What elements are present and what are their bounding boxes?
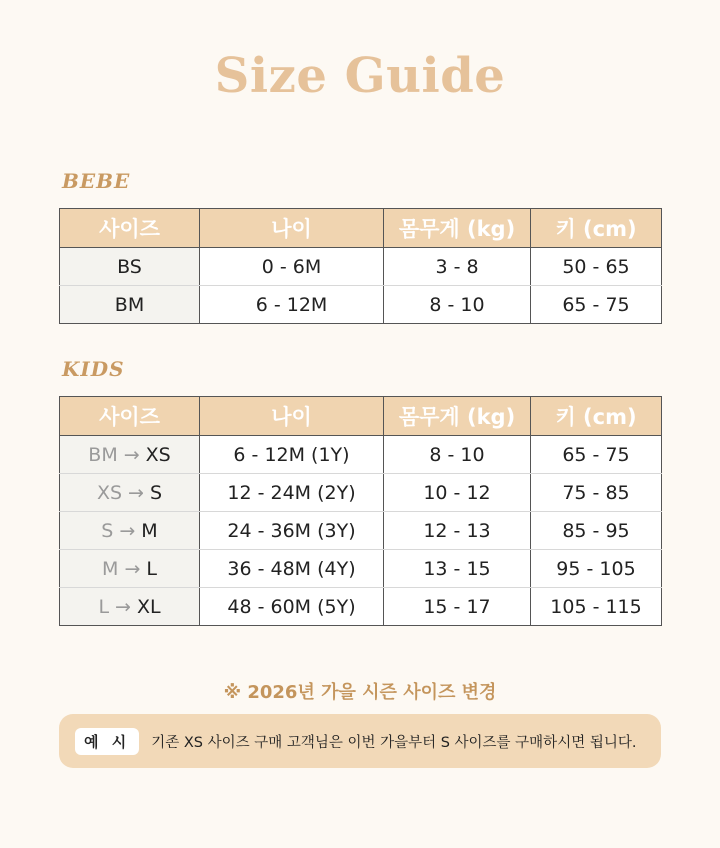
weight-cell: 12 - 13 <box>384 512 531 550</box>
new-size: S <box>149 481 163 504</box>
arrow-right-icon: → <box>119 519 136 542</box>
height-cell: 95 - 105 <box>531 550 662 588</box>
age-cell: 0 - 6M <box>200 248 384 286</box>
old-size: M <box>102 557 119 580</box>
example-text: 기존 XS 사이즈 구매 고객님은 이번 가을부터 S 사이즈를 구매하시면 됩니다. <box>151 734 637 751</box>
new-size: XL <box>136 595 161 618</box>
new-size: L <box>146 557 157 580</box>
old-size: L <box>98 595 110 618</box>
table-row <box>60 512 662 550</box>
header-age: 나이 <box>200 209 384 248</box>
size-change-cell <box>60 588 200 626</box>
table-header-row <box>60 397 662 436</box>
weight-cell: 15 - 17 <box>384 588 531 626</box>
size-change-cell <box>60 550 200 588</box>
height-cell: 75 - 85 <box>531 474 662 512</box>
table-row <box>60 436 662 474</box>
height-cell: 50 - 65 <box>531 248 662 286</box>
header-size: 사이즈 <box>60 397 200 436</box>
size-change-cell <box>60 512 200 550</box>
arrow-right-icon: → <box>124 557 141 580</box>
weight-cell: 3 - 8 <box>384 248 531 286</box>
arrow-right-icon: → <box>128 481 144 504</box>
table-row <box>60 550 662 588</box>
season-notice: ※ 2026년 가을 시즌 사이즈 변경 <box>223 682 497 703</box>
header-size: 사이즈 <box>60 209 200 248</box>
new-size: M <box>141 519 158 542</box>
weight-cell: 8 - 10 <box>384 286 531 324</box>
old-size: BM <box>88 443 118 466</box>
example-badge: 예 시 <box>75 728 139 755</box>
kids-size-table <box>59 396 662 626</box>
header-height: 키 (cm) <box>531 397 662 436</box>
age-cell: 36 - 48M (4Y) <box>200 550 384 588</box>
header-age: 나이 <box>200 397 384 436</box>
age-cell: 6 - 12M (1Y) <box>200 436 384 474</box>
size-cell: BS <box>60 248 200 286</box>
page-title: Size Guide <box>214 48 506 104</box>
header-height: 키 (cm) <box>531 209 662 248</box>
bebe-size-table <box>59 208 662 324</box>
age-cell: 12 - 24M (2Y) <box>200 474 384 512</box>
age-cell: 6 - 12M <box>200 286 384 324</box>
new-size: XS <box>145 443 171 466</box>
table-row <box>60 474 662 512</box>
weight-cell: 8 - 10 <box>384 436 531 474</box>
weight-cell: 10 - 12 <box>384 474 531 512</box>
size-change-cell <box>60 474 200 512</box>
table-row <box>60 286 662 324</box>
example-box <box>59 714 661 768</box>
arrow-right-icon: → <box>115 595 131 618</box>
height-cell: 65 - 75 <box>531 436 662 474</box>
header-weight: 몸무게 (kg) <box>384 209 531 248</box>
old-size: XS <box>96 481 123 504</box>
height-cell: 85 - 95 <box>531 512 662 550</box>
size-change-cell <box>60 436 200 474</box>
table-row <box>60 588 662 626</box>
height-cell: 65 - 75 <box>531 286 662 324</box>
size-cell: BM <box>60 286 200 324</box>
height-cell: 105 - 115 <box>531 588 662 626</box>
table-row <box>60 248 662 286</box>
bebe-section-label: BEBE <box>62 169 131 193</box>
age-cell: 24 - 36M (3Y) <box>200 512 384 550</box>
kids-section-label: KIDS <box>62 357 125 381</box>
age-cell: 48 - 60M (5Y) <box>200 588 384 626</box>
table-header-row <box>60 209 662 248</box>
old-size: S <box>101 519 114 542</box>
header-weight: 몸무게 (kg) <box>384 397 531 436</box>
weight-cell: 13 - 15 <box>384 550 531 588</box>
arrow-right-icon: → <box>123 443 140 466</box>
